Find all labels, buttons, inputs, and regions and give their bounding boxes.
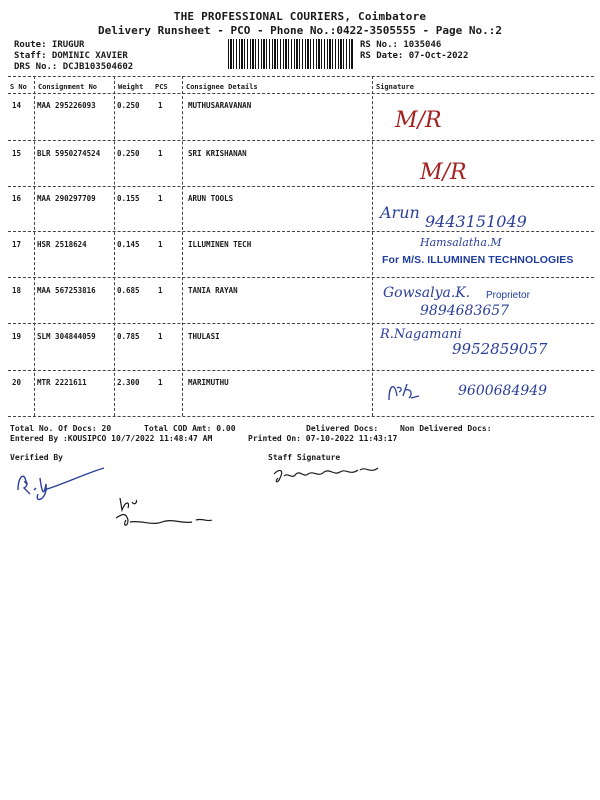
row-sno: 19 <box>12 332 22 341</box>
handwritten-phone: 9443151049 <box>425 212 527 231</box>
table-bottom-rule <box>8 416 594 417</box>
row-rule <box>8 186 594 187</box>
route-label: Route: IRUGUR <box>14 40 85 50</box>
row-pcs: 1 <box>158 194 163 203</box>
staff-signature-label: Staff Signature <box>268 453 341 462</box>
col-header-sno: S No <box>10 83 27 91</box>
signature-hamsalatha: Hamsalatha.M <box>420 236 502 249</box>
row-pcs: 1 <box>158 149 163 158</box>
row-weight: 0.250 <box>117 149 140 158</box>
table-header-rule <box>8 93 594 94</box>
row-pcs: 1 <box>158 286 163 295</box>
row-consignment: MTR 2221611 <box>37 378 87 387</box>
table-top-rule <box>8 76 594 77</box>
row-consignee: ILLUMINEN TECH <box>188 240 252 249</box>
row-consignment: MAA 290297709 <box>37 194 96 203</box>
verified-initials-signature <box>112 492 227 537</box>
row-weight: 0.250 <box>117 101 140 110</box>
row-consignee: ARUN TOOLS <box>188 194 234 203</box>
row-pcs: 1 <box>158 378 163 387</box>
row-weight: 0.145 <box>117 240 140 249</box>
signature-arun: Arun <box>380 203 420 222</box>
row-consignee: MUTHUSARAVANAN <box>188 101 252 110</box>
rs-date: RS Date: 07-Oct-2022 <box>360 51 469 61</box>
col-header-signature: Signature <box>376 83 414 91</box>
row-consignment: MAA 295226093 <box>37 101 96 110</box>
row-weight: 0.155 <box>117 194 140 203</box>
row-consignee: SRI KRISHANAN <box>188 149 247 158</box>
signature-mr-15: M/R <box>420 160 467 185</box>
company-stamp: For M/S. ILLUMINEN TECHNOLOGIES <box>382 254 574 266</box>
row-weight: 0.785 <box>117 332 140 341</box>
handwritten-phone: 9952859057 <box>452 340 548 358</box>
delivered-docs: Delivered Docs: <box>306 424 379 433</box>
col-header-consignment: Consignment No <box>38 83 98 91</box>
row-pcs: 1 <box>158 332 163 341</box>
staff-label: Staff: DOMINIC XAVIER <box>14 51 128 61</box>
row-sno: 18 <box>12 286 22 295</box>
signature-mr-14: M/R <box>395 108 442 133</box>
row-consignee: TANIA RAYAN <box>188 286 238 295</box>
row-rule <box>8 370 594 371</box>
verified-signature <box>14 460 114 505</box>
signature-scribble <box>385 378 425 408</box>
row-rule <box>8 323 594 324</box>
row-sno: 14 <box>12 101 22 110</box>
col-divider <box>114 76 115 416</box>
row-sno: 15 <box>12 149 22 158</box>
row-sno: 20 <box>12 378 22 387</box>
col-header-weight: Weight <box>118 83 144 91</box>
proprietor-stamp: Proprietor <box>486 290 530 301</box>
col-divider <box>34 76 35 416</box>
printed-on: Printed On: 07-10-2022 11:43:17 <box>248 434 398 443</box>
row-pcs: 1 <box>158 240 163 249</box>
row-consignment: SLM 304844059 <box>37 332 96 341</box>
col-header-pcs: PCS <box>155 83 168 91</box>
handwritten-phone: 9894683657 <box>420 303 510 319</box>
signature-nagamani: R.Nagamani <box>380 327 462 342</box>
total-cod: Total COD Amt: 0.00 <box>144 424 236 433</box>
row-pcs: 1 <box>158 101 163 110</box>
company-title: THE PROFESSIONAL COURIERS, Coimbatore <box>173 10 427 23</box>
row-consignment: MAA 567253816 <box>37 286 96 295</box>
row-consignment: HSR 2518624 <box>37 240 87 249</box>
non-delivered-docs: Non Delivered Docs: <box>400 424 492 433</box>
col-divider <box>182 76 183 416</box>
row-rule <box>8 231 594 232</box>
entered-by: Entered By :KOUSIPCO 10/7/2022 11:48:47 AM <box>10 434 213 443</box>
row-weight: 2.300 <box>117 378 140 387</box>
row-sno: 16 <box>12 194 22 203</box>
row-consignment: BLR 5950274524 <box>37 149 101 158</box>
rs-number: RS No.: 1035046 <box>360 40 442 50</box>
runsheet-subtitle: Delivery Runsheet - PCO - Phone No.:0422-3505555 - Page No.:2 <box>98 24 502 37</box>
total-docs: Total No. Of Docs: 20 <box>10 424 112 433</box>
row-rule <box>8 277 594 278</box>
staff-signature <box>270 460 385 490</box>
signature-gowsalya: Gowsalya.K. <box>383 285 471 301</box>
col-header-consignee: Consignee Details <box>186 83 258 91</box>
col-divider <box>372 76 373 416</box>
verified-by-label: Verified By <box>10 453 63 462</box>
row-sno: 17 <box>12 240 22 249</box>
handwritten-phone: 9600684949 <box>458 383 548 399</box>
row-consignee: MARIMUTHU <box>188 378 229 387</box>
barcode-image <box>228 39 354 69</box>
drs-number: DRS No.: DCJB103504602 <box>14 62 134 72</box>
row-weight: 0.685 <box>117 286 140 295</box>
row-consignee: THULASI <box>188 332 220 341</box>
row-rule <box>8 140 594 141</box>
